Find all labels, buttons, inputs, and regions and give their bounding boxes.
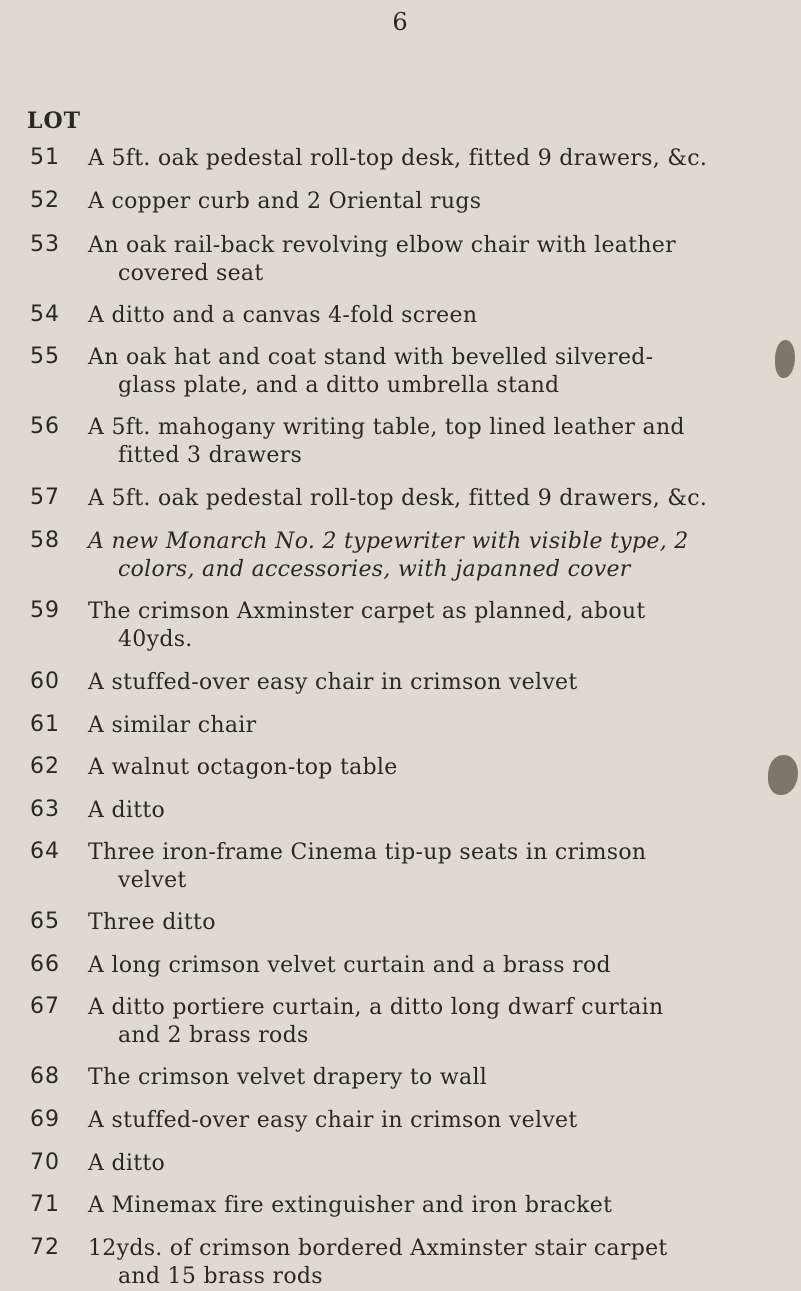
lot-description-line: A similar chair: [88, 713, 257, 738]
lot-description-line: covered seat: [118, 261, 264, 286]
lot-number: 62: [30, 754, 60, 779]
lot-description: [88, 712, 788, 740]
lot-description-line: glass plate, and a ditto umbrella stand: [118, 373, 560, 398]
lot-description: [88, 598, 788, 654]
page-number: 6: [392, 8, 409, 36]
lot-description-line: A 5ft. mahogany writing table, top lined leather and: [88, 415, 685, 440]
lot-description-line: An oak hat and coat stand with bevelled silvered-: [88, 345, 654, 370]
lot-description: [88, 1192, 788, 1220]
lot-number: 56: [30, 414, 60, 439]
lot-number: 63: [30, 797, 60, 822]
lot-description-line: A ditto: [88, 798, 166, 823]
lot-description-line: A new Monarch No. 2 typewriter with visible type, 2: [88, 529, 689, 554]
lot-description: [88, 669, 788, 697]
lot-column-header: LOT: [27, 108, 82, 134]
lot-description: [88, 754, 788, 782]
lot-description-line: 12yds. of crimson bordered Axminster stair carpet: [88, 1236, 668, 1261]
lot-description: [88, 145, 788, 173]
lot-description-line: and 15 brass rods: [118, 1264, 323, 1289]
lot-number: 60: [30, 669, 60, 694]
lot-description: [88, 302, 788, 330]
lot-description: [88, 1235, 788, 1291]
lot-number: 71: [30, 1192, 60, 1217]
lot-description-line: and 2 brass rods: [118, 1023, 309, 1048]
lot-description-line: A Minemax fire extinguisher and iron bracket: [88, 1193, 613, 1218]
lot-description: [88, 528, 788, 584]
lot-number: 57: [30, 485, 60, 510]
lot-description: [88, 909, 788, 937]
lot-description-line: A ditto: [88, 1151, 166, 1176]
lot-description: [88, 188, 788, 216]
lot-description-line: Three iron-frame Cinema tip-up seats in crimson: [88, 840, 647, 865]
lot-description: [88, 994, 788, 1050]
lot-number: 58: [30, 528, 60, 553]
ink-blot-bottom: [768, 755, 798, 795]
lot-number: 70: [30, 1150, 60, 1175]
lot-description-line: A ditto and a canvas 4-fold screen: [88, 303, 478, 328]
lot-description-line: A 5ft. oak pedestal roll-top desk, fitted 9 drawers, &c.: [88, 486, 708, 511]
lot-description: [88, 1150, 788, 1178]
lot-number: 69: [30, 1107, 60, 1132]
lot-number: 66: [30, 952, 60, 977]
lot-description-line: fitted 3 drawers: [118, 443, 303, 468]
lot-description: [88, 1064, 788, 1092]
lot-description: [88, 797, 788, 825]
lot-description: [88, 232, 788, 288]
lot-number: 65: [30, 909, 60, 934]
lot-number: 68: [30, 1064, 60, 1089]
lot-description-line: velvet: [118, 868, 187, 893]
lot-number: 72: [30, 1235, 60, 1260]
lot-number: 64: [30, 839, 60, 864]
lot-description-line: Three ditto: [88, 910, 216, 935]
lot-description-line: A walnut octagon-top table: [88, 755, 398, 780]
lot-number: 52: [30, 188, 60, 213]
lot-description: [88, 1107, 788, 1135]
lot-description-line: A 5ft. oak pedestal roll-top desk, fitted 9 drawers, &c.: [88, 146, 708, 171]
lot-number: 54: [30, 302, 60, 327]
lot-number: 55: [30, 344, 60, 369]
lot-number: 61: [30, 712, 60, 737]
lot-description: [88, 344, 788, 400]
lot-description: [88, 952, 788, 980]
ink-blot-top: [775, 340, 795, 378]
lot-description-line: A stuffed-over easy chair in crimson velvet: [88, 670, 578, 695]
lot-description-line: A copper curb and 2 Oriental rugs: [88, 189, 482, 214]
lot-description-line: colors, and accessories, with japanned cover: [118, 557, 631, 582]
lot-number: 51: [30, 145, 60, 170]
lot-description: [88, 839, 788, 895]
lot-description: [88, 485, 788, 513]
lot-number: 67: [30, 994, 60, 1019]
lot-description-line: A long crimson velvet curtain and a brass rod: [88, 953, 611, 978]
lot-description-line: A ditto portiere curtain, a ditto long dwarf curtain: [88, 995, 664, 1020]
lot-description-line: The crimson velvet drapery to wall: [88, 1065, 488, 1090]
lot-description-line: An oak rail-back revolving elbow chair with leather: [88, 233, 676, 258]
lot-description-line: 40yds.: [118, 627, 193, 652]
lot-description-line: The crimson Axminster carpet as planned, about: [88, 599, 646, 624]
lot-description: [88, 414, 788, 470]
lot-number: 59: [30, 598, 60, 623]
lot-description-line: A stuffed-over easy chair in crimson velvet: [88, 1108, 578, 1133]
lot-number: 53: [30, 232, 60, 257]
